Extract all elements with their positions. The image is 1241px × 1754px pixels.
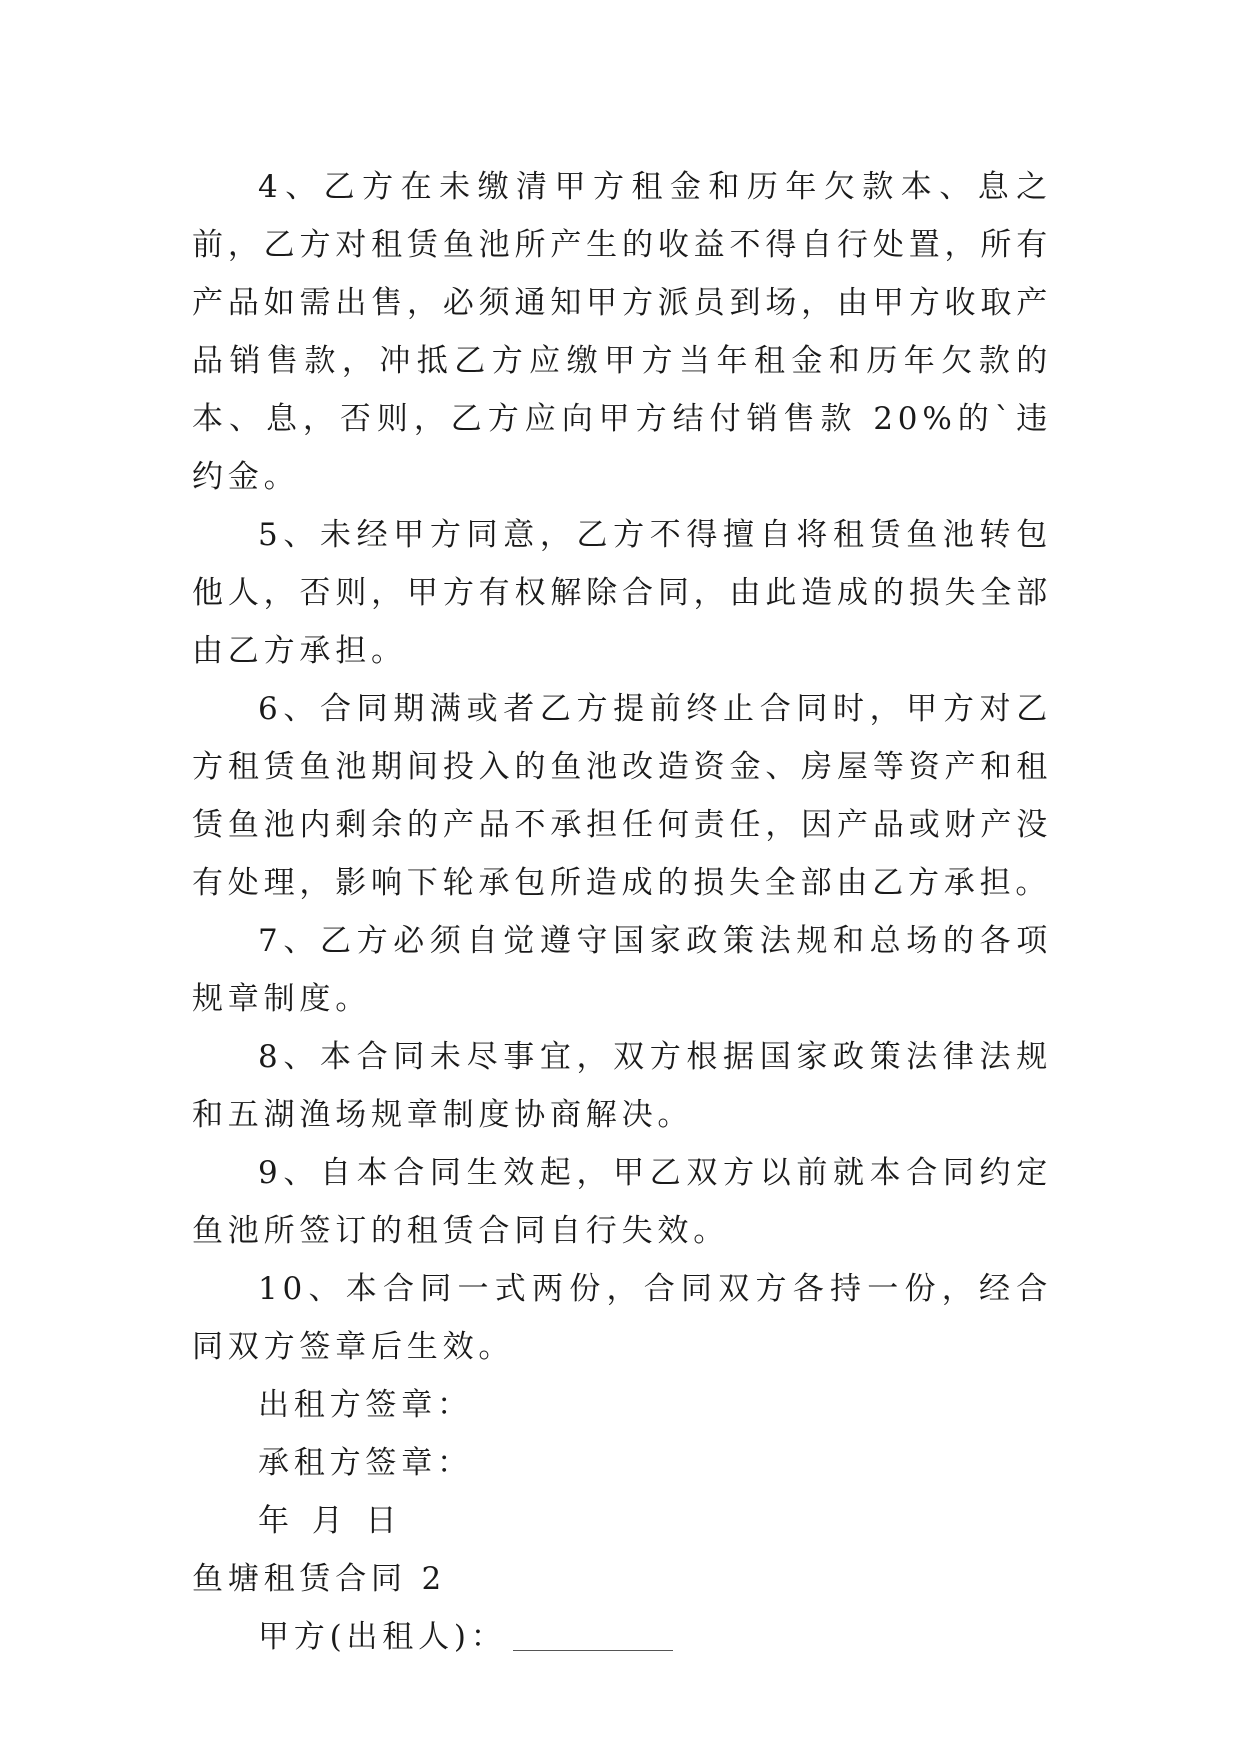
- date-year: 年: [258, 1503, 294, 1539]
- lessee-signature-label: 承租方签章：: [258, 1445, 473, 1481]
- party-a-line: [192, 1608, 1052, 1666]
- party-a-label: 甲方(出租人)：: [258, 1619, 507, 1655]
- clause-9: 9、自本合同生效起，甲乙双方以前就本合同约定鱼池所签订的租赁合同自行失效。: [192, 1155, 1052, 1249]
- clause-6: 6、合同期满或者乙方提前终止合同时，甲方对乙方租赁鱼池期间投入的鱼池改造资金、房屋等资产和租赁鱼池内剩余的产品不承担任何责任，因产品或财产没有处理，影响下轮承包所造成的损失全部由乙方承担。: [192, 691, 1052, 901]
- party-a-blank-field[interactable]: [513, 1620, 673, 1651]
- clause-8: 8、本合同未尽事宜，双方根据国家政策法律法规和五湖渔场规章制度协商解决。: [192, 1039, 1052, 1133]
- document-body: [192, 158, 1052, 1666]
- date-line: [192, 1492, 1052, 1550]
- date-day: 日: [365, 1503, 402, 1539]
- lessor-signature-label: 出租方签章：: [258, 1387, 473, 1423]
- clause-5: 5、未经甲方同意，乙方不得擅自将租赁鱼池转包他人，否则，甲方有权解除合同，由此造成的损失全部由乙方承担。: [192, 517, 1052, 669]
- date-month: 月: [311, 1503, 348, 1539]
- clause-7: 7、乙方必须自觉遵守国家政策法规和总场的各项规章制度。: [192, 923, 1052, 1017]
- next-contract-title: 鱼塘租赁合同 2: [192, 1561, 446, 1597]
- clause-4: 4、乙方在未缴清甲方租金和历年欠款本、息之前，乙方对租赁鱼池所产生的收益不得自行处置，所有产品如需出售，必须通知甲方派员到场，由甲方收取产品销售款，冲抵乙方应缴甲方当年租金和历年欠款的本、息，否则，乙方应向甲方结付销售款 20%的`违约金。: [192, 169, 1052, 495]
- clause-10: 10、本合同一式两份，合同双方各持一份，经合同双方签章后生效。: [192, 1271, 1052, 1365]
